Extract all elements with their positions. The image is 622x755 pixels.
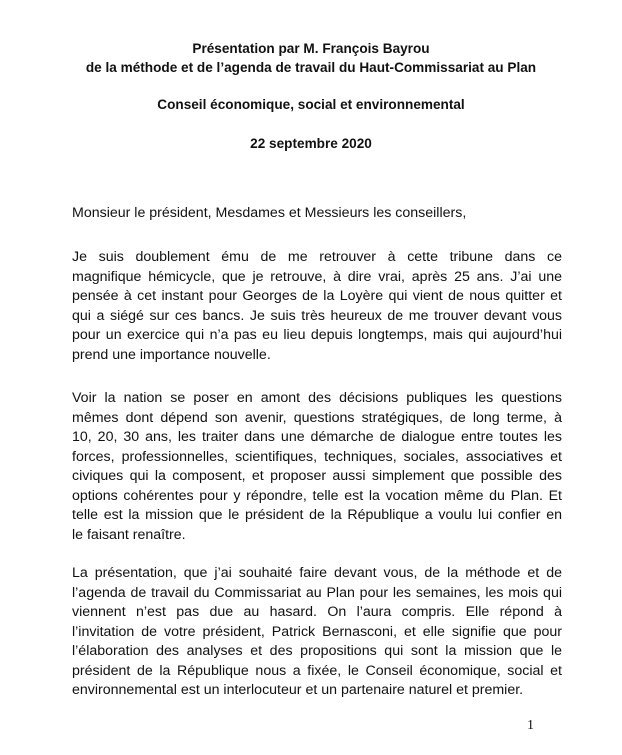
text-line: président de la République nous a fixée, le Conseil économique, social et [72, 662, 562, 679]
text-line: Monsieur le président, Mesdames et Messieurs les conseillers, [72, 205, 467, 221]
document-subtitle: de la méthode et de l’agenda de travail du Haut-Commissariat au Plan [85, 60, 537, 75]
paragraph-3 [72, 564, 562, 701]
text-line: pour un exercice qui n’a pas eu lieu depuis longtemps, mais qui aujourd’hui [72, 327, 562, 343]
text-line: l’élaboration des analyses et des propositions qui sont la mission que le [72, 643, 562, 659]
text-line: Je suis doublement ému de me retrouver à cette tribune dans ce [72, 249, 562, 265]
date: 22 septembre 2020 [250, 136, 372, 151]
page-number: 1 [527, 718, 534, 733]
text-line: mêmes dont dépend son avenir, questions stratégiques, de long terme, à [72, 409, 562, 426]
text-line: forces, professionnelles, scientifiques, techniques, sociales, associatives et [72, 448, 562, 465]
text-line: viennent n’est pas due au hasard. On l’aura compris. Elle répond à [72, 604, 562, 620]
text-line: prend une importance nouvelle. [72, 346, 271, 363]
text-line: civiques qui la composent, et proposer aussi simplement que possible des [72, 468, 562, 484]
text-line: magnifique hémicycle, que je retrouve, à dire vrai, après 25 ans. J’ai une [72, 268, 562, 285]
paragraph-1 [72, 248, 562, 365]
text-line: pensée à cet instant pour Georges de la Loyère qui vient de nous quitter et [72, 288, 562, 304]
text-line: La présentation, que j’ai souhaité faire devant vous, de la méthode et de [72, 565, 562, 581]
document-title: Présentation par M. François Bayrou [192, 41, 430, 56]
salutation [72, 204, 562, 224]
text-line: telle est la mission que le président de la République a voulu lui confier en [72, 507, 562, 523]
paragraph-2 [72, 389, 562, 545]
text-line: environnemental est un interlocuteur et un partenaire naturel et premier. [72, 682, 524, 698]
text-line: l’agenda de travail du Commissariat au Plan pour les semaines, les mois qui [72, 584, 562, 601]
text-line: le faisant renaître. [72, 526, 186, 543]
text-line: options cohérentes pour y répondre, telle est la vocation même du Plan. Et [72, 487, 562, 504]
text-line: 10, 20, 30 ans, les traiter dans une démarche de dialogue entre toutes les [72, 429, 562, 445]
text-line: l’invitation de votre président, Patrick Bernasconi, et elle signifie que pour [72, 623, 562, 640]
text-line: Voir la nation se poser en amont des décisions publiques les questions [72, 390, 562, 406]
text-line: qui a siégé sur ces bancs. Je suis très heureux de me trouver devant vous [72, 307, 562, 324]
venue: Conseil économique, social et environnemental [157, 97, 465, 112]
